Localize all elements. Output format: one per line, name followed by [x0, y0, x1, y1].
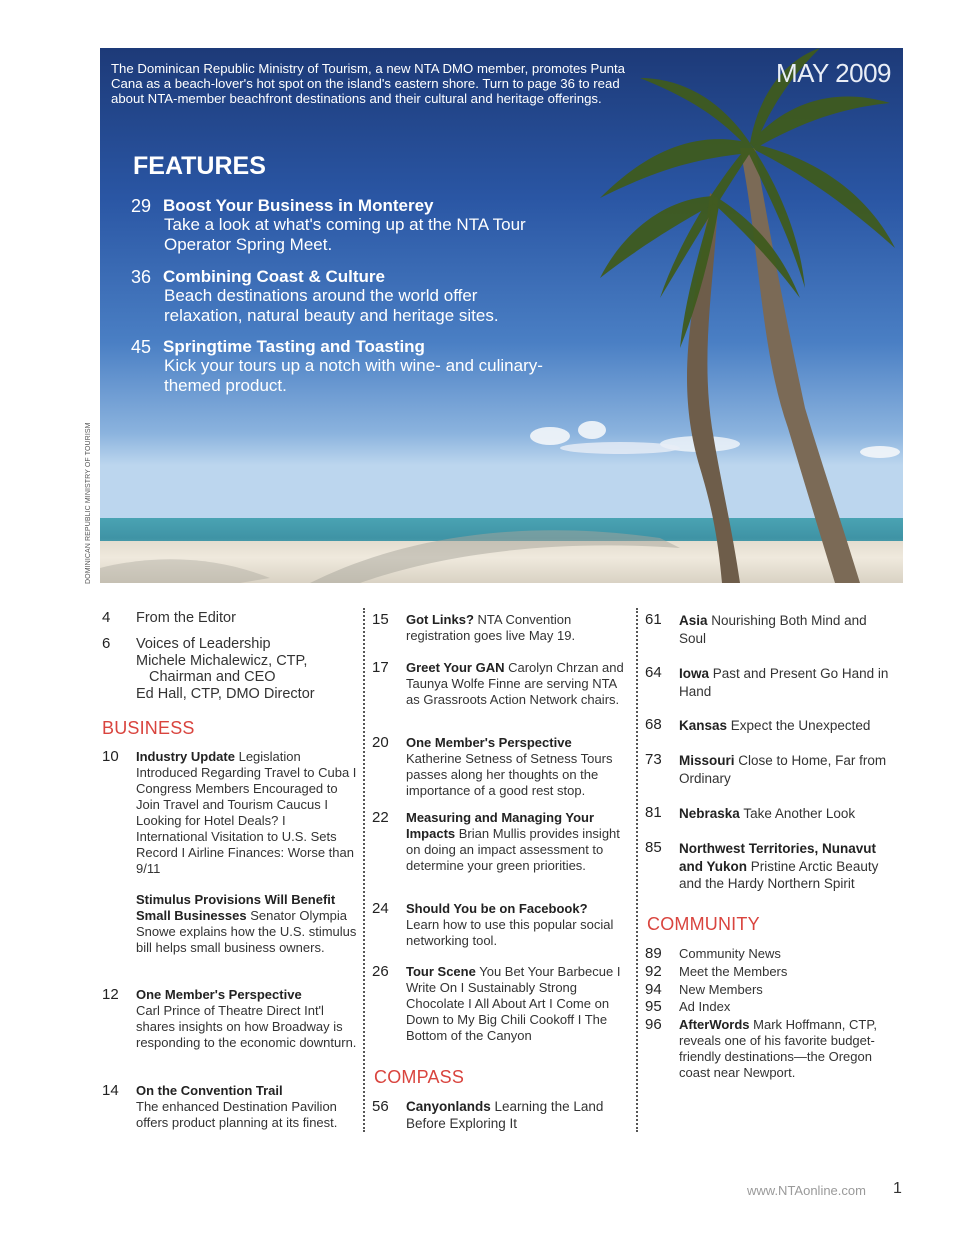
- entry-title: Ad Index: [679, 999, 731, 1014]
- page-number: 24: [372, 900, 389, 917]
- entry-desc: Past and Present Go Hand in Hand: [679, 666, 889, 699]
- issue-date: MAY 2009: [775, 58, 891, 88]
- page-number: 64: [645, 664, 662, 681]
- entry-text: [406, 612, 630, 644]
- entry-title: AfterWords: [679, 1017, 750, 1032]
- entry-text: [406, 964, 630, 1044]
- entry-text: [136, 987, 360, 1051]
- page-number: 56: [372, 1098, 389, 1115]
- feature-page: 45: [131, 337, 152, 357]
- entry-text: [136, 636, 360, 702]
- column-divider: [363, 608, 365, 1132]
- entry-desc: NTA Convention registration goes live May 19.: [406, 612, 576, 643]
- entry-title: New Members: [679, 982, 763, 997]
- entry-text: [679, 717, 895, 735]
- entry-title: Industry Update: [136, 749, 235, 764]
- entry-desc: Close to Home, Far from Ordinary: [679, 753, 887, 786]
- entry-title: Stimulus Provisions Will Benefit Small Businesses: [136, 892, 336, 923]
- entry-desc: Carl Prince of Theatre Direct Int'l shares insights on how Broadway is responding to the economic downturn.: [136, 1003, 357, 1050]
- photo-credit: [83, 412, 93, 584]
- page-number: 6: [102, 635, 111, 652]
- feature-page: 29: [131, 196, 152, 216]
- entry-title: From the Editor: [136, 610, 236, 626]
- page-number: 89: [645, 945, 662, 962]
- feature-desc: Kick your tours up a notch with wine- and culinary-themed product.: [164, 356, 543, 395]
- entry-title: Northwest Territories, Nunavut and Yukon: [679, 841, 877, 874]
- feature-item[interactable]: [131, 337, 551, 397]
- hero-photo: [100, 48, 903, 583]
- entry-title: Asia: [679, 613, 708, 628]
- entry-title: Got Links?: [406, 612, 474, 627]
- page-number: 17: [372, 659, 389, 676]
- page-number: 73: [645, 751, 662, 768]
- entry-text: [406, 660, 630, 708]
- entry-desc: Learn how to use this popular social networking tool.: [406, 917, 614, 948]
- entry-desc: Carolyn Chrzan and Taunya Wolfe Finne are serving NTA as Grassroots Action Network chairs.: [406, 660, 624, 707]
- entry-desc: Mark Hoffmann, CTP, reveals one of his favorite budget-friendly destinations—the Oregon coast near Newport.: [679, 1017, 877, 1080]
- entry-line: Michele Michalewicz, CTP,: [136, 652, 308, 669]
- entry-title: Missouri: [679, 753, 735, 768]
- feature-item[interactable]: [131, 267, 551, 327]
- entry-desc: Pristine Arctic Beauty and the Hardy Northern Spirit: [679, 858, 879, 891]
- entry-line: Chairman and CEO: [149, 669, 276, 685]
- entry-text: [406, 735, 630, 799]
- feature-title: Combining Coast & Culture: [163, 267, 385, 286]
- entry-text: [679, 665, 895, 700]
- features-heading: FEATURES: [133, 152, 266, 180]
- entry-desc: Expect the Unexpected: [730, 718, 871, 733]
- column-divider: [636, 608, 638, 1132]
- page-number: 95: [645, 998, 662, 1015]
- entry-title: Community News: [679, 946, 781, 961]
- entry-title: Voices of Leadership: [136, 636, 271, 652]
- entry-desc: The enhanced Destination Pavilion offers product planning at its finest.: [136, 1099, 338, 1130]
- photo-credit-text: DOMINICAN REPUBLIC MINISTRY OF TOURISM: [85, 422, 92, 584]
- entry-text: [406, 1099, 630, 1132]
- page-number-footer: 1: [893, 1180, 902, 1197]
- feature-item[interactable]: [131, 196, 551, 256]
- page-number: 26: [372, 963, 389, 980]
- feature-page: 36: [131, 267, 152, 287]
- page-number: 12: [102, 986, 119, 1003]
- section-heading-compass: COMPASS: [374, 1067, 465, 1087]
- entry-title: Canyonlands: [406, 1099, 491, 1114]
- entry-desc: Take Another Look: [743, 806, 856, 821]
- page-number: 81: [645, 804, 662, 821]
- entry-desc: Learning the Land Before Exploring It: [406, 1099, 604, 1131]
- entry-title: On the Convention Trail: [136, 1083, 283, 1098]
- entry-text: [136, 1083, 360, 1131]
- entry-text: [406, 901, 630, 949]
- entry-desc: You Bet Your Barbecue I Write On I Sustainably Strong Chocolate I All About Art I Come on Down to My Big Chili Cookoff I The Bottom of the Canyon: [406, 964, 621, 1043]
- entry-title: Meet the Members: [679, 964, 788, 979]
- page-number: 61: [645, 611, 662, 628]
- entry-title: Nebraska: [679, 806, 740, 821]
- entry-title: One Member's Perspective: [406, 735, 572, 750]
- page-number: 14: [102, 1082, 119, 1099]
- page-number: 4: [102, 609, 111, 626]
- page-number: 94: [645, 981, 662, 998]
- entry-title: Greet Your GAN: [406, 660, 505, 675]
- website-link[interactable]: www.NTAonline.com: [747, 1183, 866, 1198]
- entry-desc: Senator Olympia Snowe explains how the U.S. stimulus bill helps small business owners.: [136, 908, 357, 955]
- entry-title: One Member's Perspective: [136, 987, 302, 1002]
- entry-title: Iowa: [679, 666, 710, 681]
- page-number: 92: [645, 963, 662, 980]
- entry-text: [136, 892, 360, 956]
- entry-text: [679, 1017, 895, 1081]
- page-number: 10: [102, 748, 119, 765]
- feature-title: Springtime Tasting and Toasting: [163, 337, 425, 356]
- entry-text: [136, 749, 360, 877]
- entry-desc: Katherine Setness of Setness Tours passes along her thoughts on the importance of a good rest stop.: [406, 751, 613, 798]
- section-heading-community: COMMUNITY: [647, 914, 760, 934]
- entry-title: Tour Scene: [406, 964, 476, 979]
- hero-caption: The Dominican Republic Ministry of Tourism, a new NTA DMO member, promotes Punta Cana as a beach-lover's hot spot on the island's eastern shore. Turn to page 36 to read about NTA-member beachfront destinations and their cultural and heritage offerings.: [111, 61, 626, 106]
- entry-desc: Legislation Introduced Regarding Travel to Cuba I Congress Members Encouraged to Join Travel and Tourism Caucus I Looking for Hotel Deals? I International Visitation to U.S. Sets Record I Airline Finances: Worse than 9/11: [136, 749, 357, 876]
- page-number: 96: [645, 1016, 662, 1033]
- feature-title: Boost Your Business in Monterey: [163, 196, 434, 215]
- entry-text: [679, 752, 895, 787]
- entry-desc: Brian Mullis provides insight on doing an impact assessment to determine your green priorities.: [406, 826, 620, 873]
- entry-text: [406, 810, 630, 874]
- page-number: 20: [372, 734, 389, 751]
- entry-desc: Nourishing Both Mind and Soul: [679, 613, 867, 646]
- page-number: 68: [645, 716, 662, 733]
- entry-title: Measuring and Managing Your Impacts: [406, 810, 595, 841]
- entry-text: [679, 840, 895, 893]
- entry-line: Ed Hall, CTP, DMO Director: [136, 685, 315, 702]
- entry-title: Should You be on Facebook?: [406, 901, 588, 916]
- entry-title: Kansas: [679, 718, 728, 733]
- page-number: 15: [372, 611, 389, 628]
- entry-text: [679, 612, 895, 647]
- feature-desc: Beach destinations around the world offer relaxation, natural beauty and heritage sites.: [164, 286, 499, 325]
- section-heading-business: BUSINESS: [102, 718, 195, 738]
- feature-desc: Take a look at what's coming up at the NTA Tour Operator Spring Meet.: [164, 215, 526, 254]
- page-number: 22: [372, 809, 389, 826]
- page-number: 85: [645, 839, 662, 856]
- entry-text: [679, 805, 895, 823]
